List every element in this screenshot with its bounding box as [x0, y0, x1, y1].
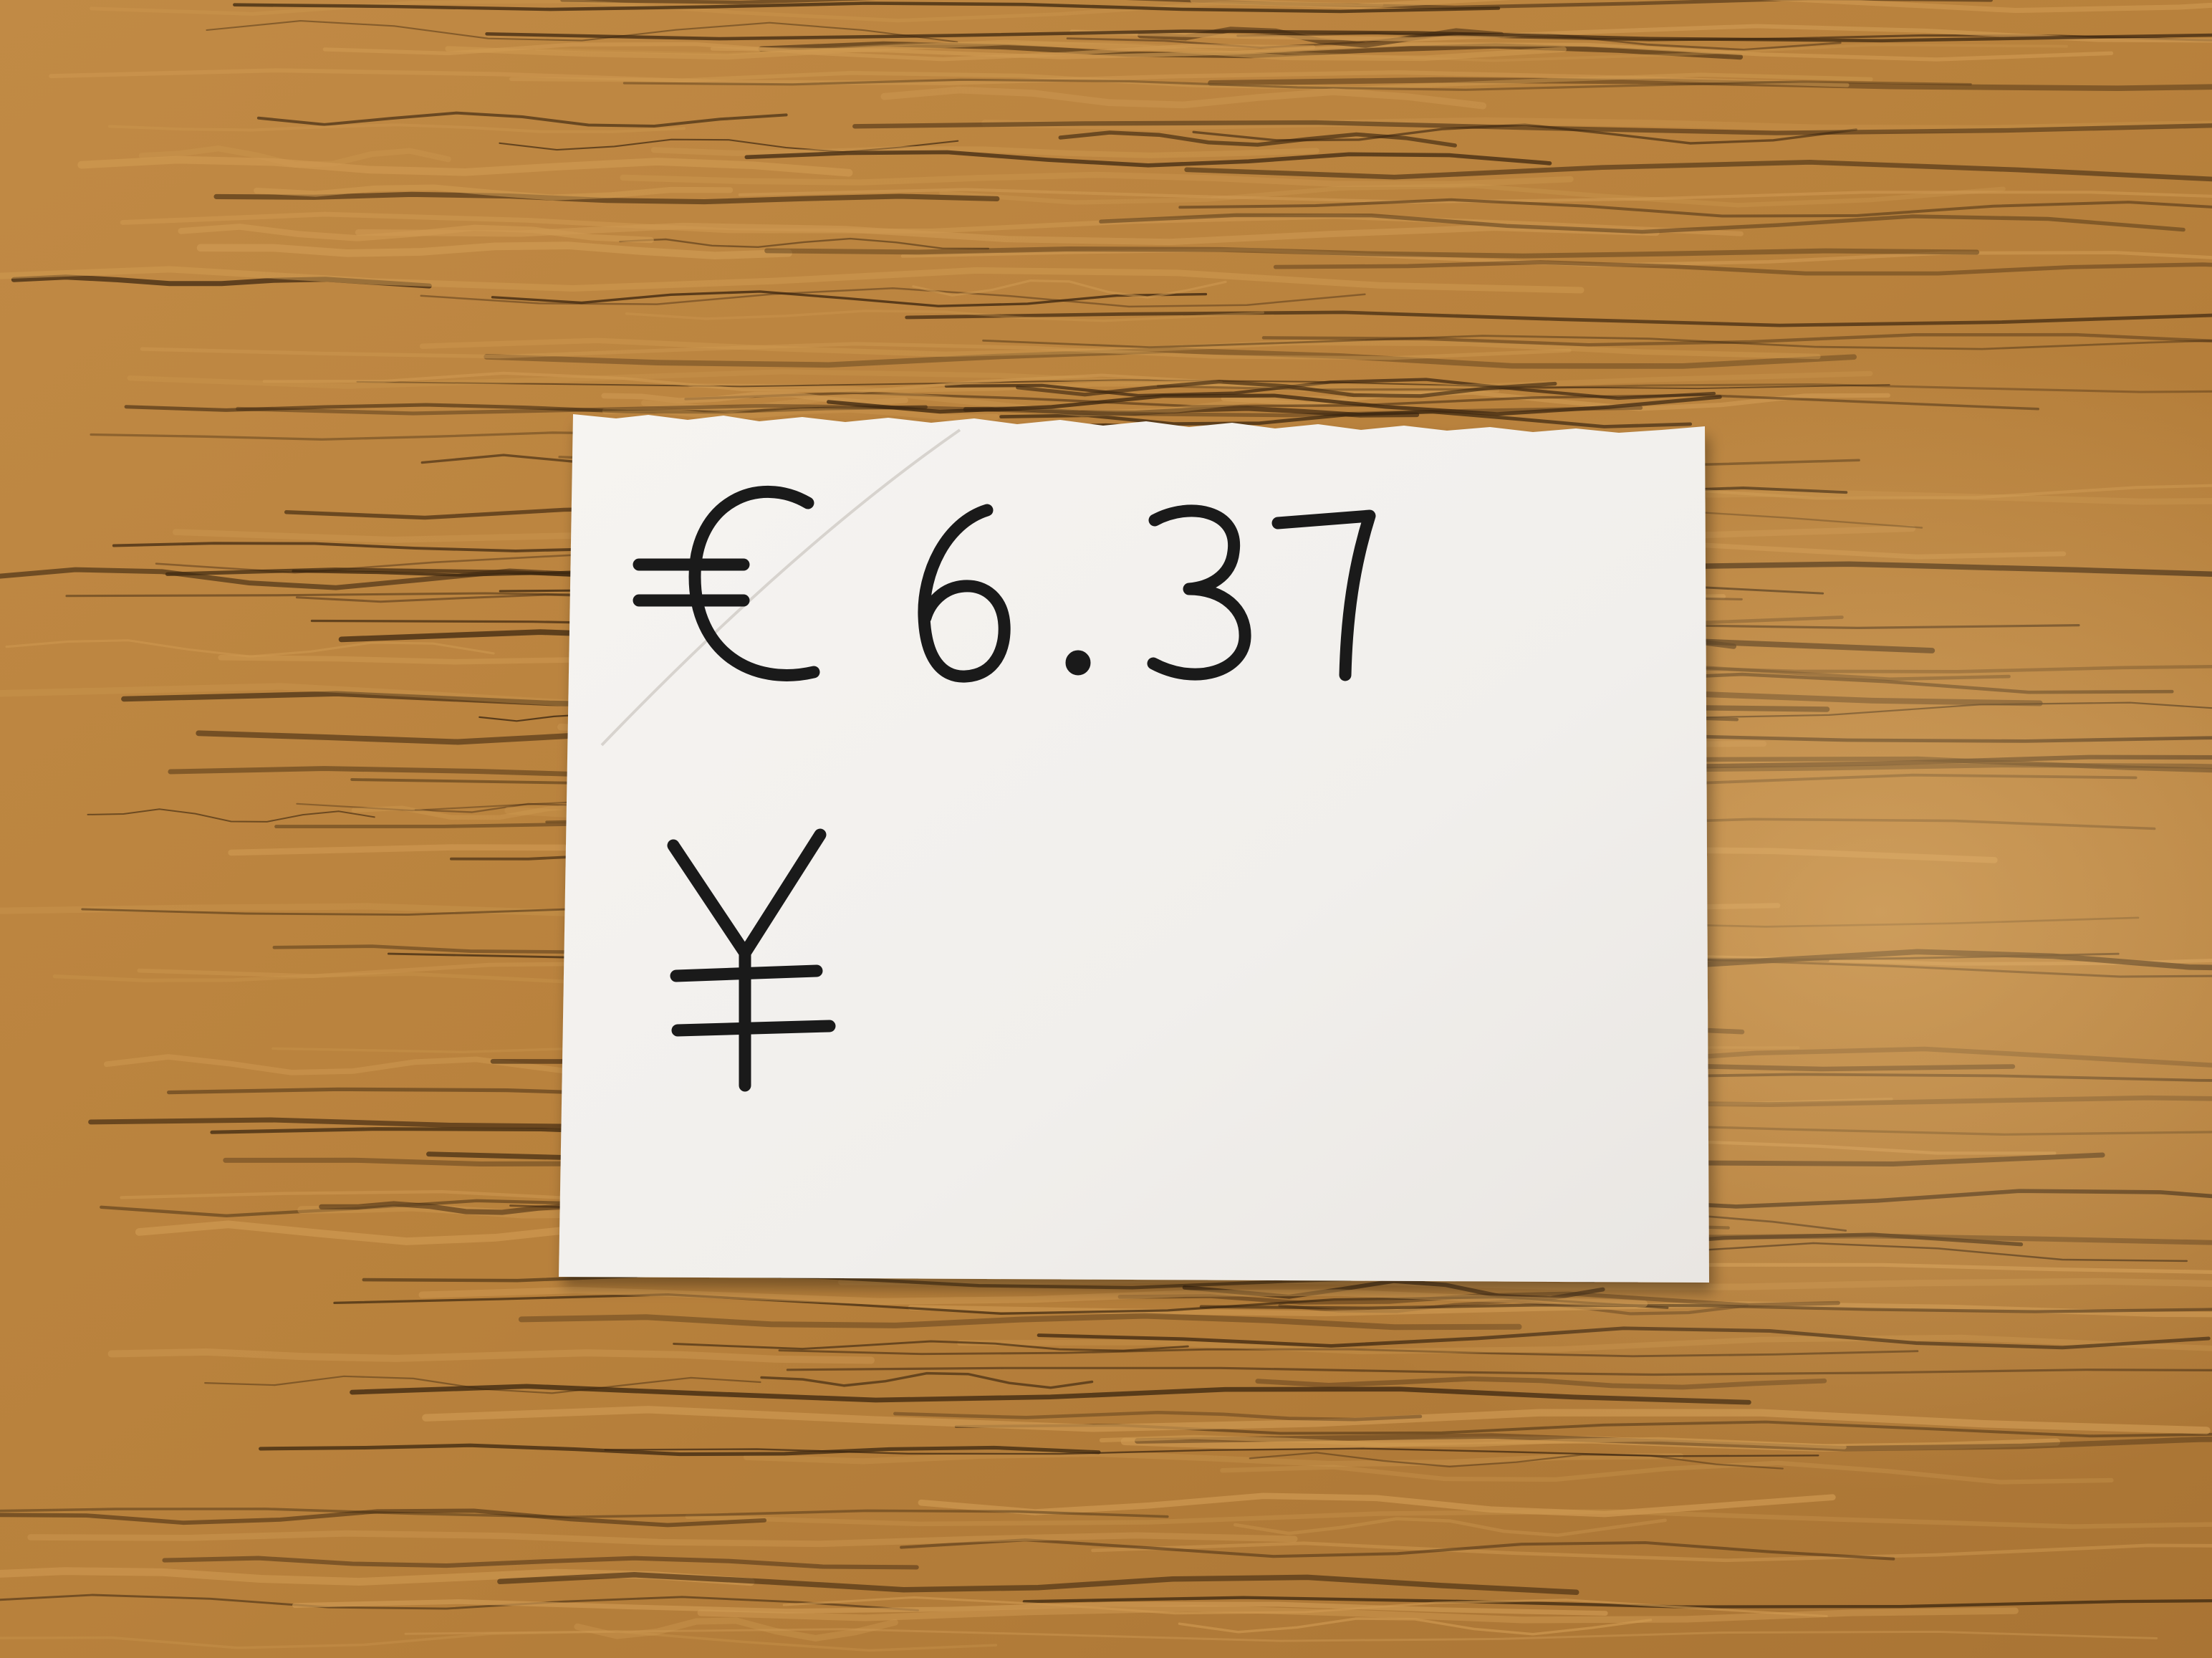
- yen-symbol-text: ¥: [673, 1083, 678, 1091]
- euro-symbol-text: €: [630, 668, 635, 676]
- amount-text: 6.37: [917, 682, 933, 690]
- paper-sheet: [559, 414, 1709, 1283]
